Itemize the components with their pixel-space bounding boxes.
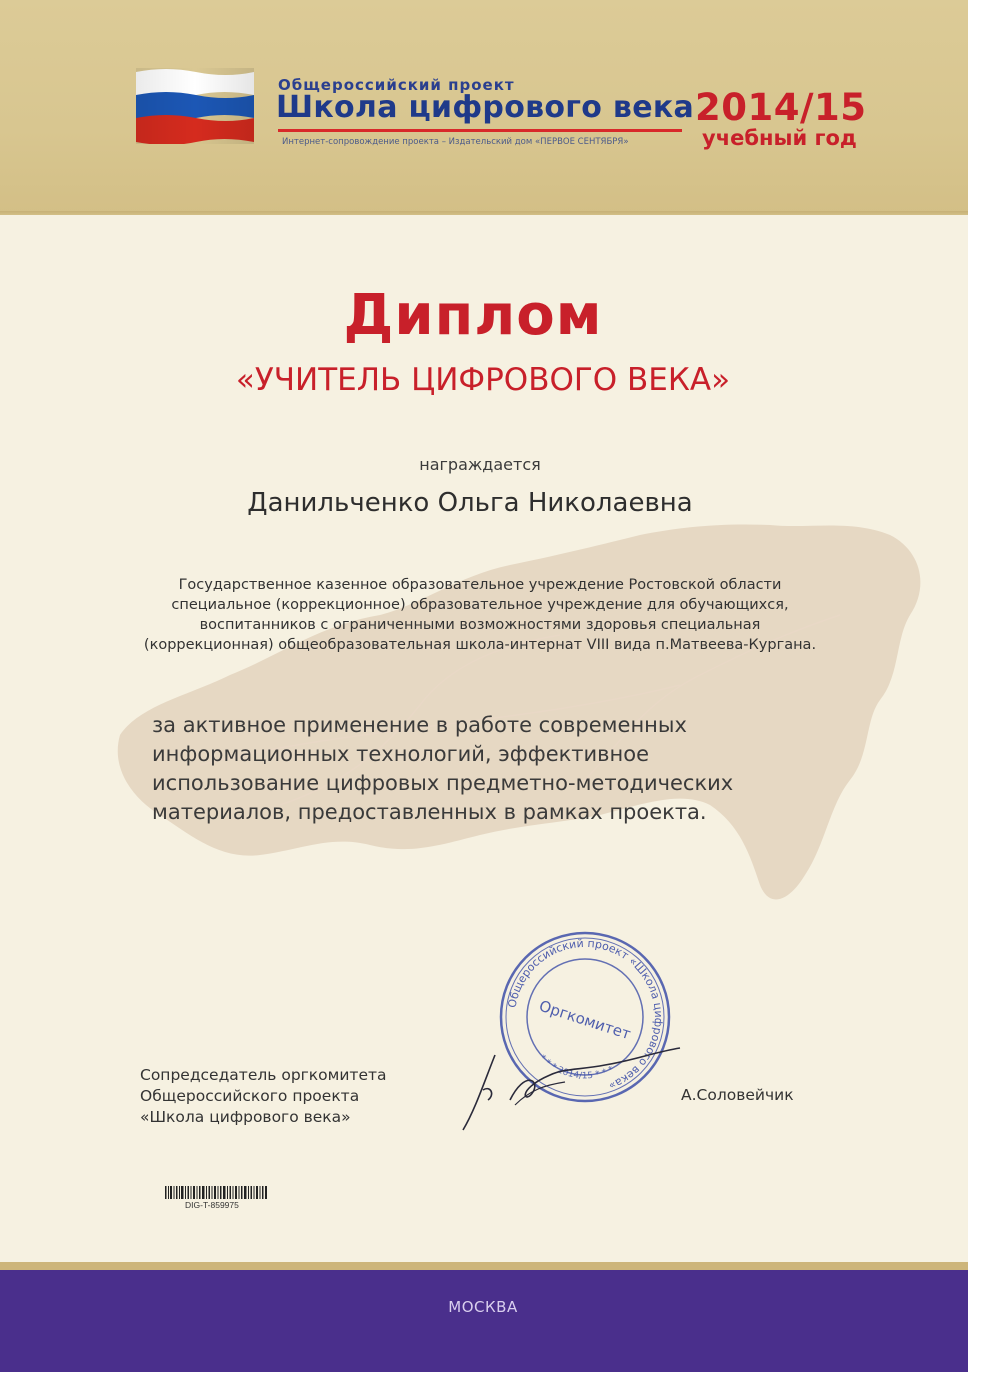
signer-name: А.Соловейчик [681,1086,794,1104]
diploma-title: Диплом [343,283,603,348]
reason-line: материалов, предоставленных в рамках проекта. [152,800,707,824]
stamp-center-text: Оргкомитет [536,996,634,1044]
awarded-label: награждается [419,455,541,474]
signature-mark [455,1030,695,1140]
diploma-subtitle: «УЧИТЕЛЬ ЦИФРОВОГО ВЕКА» [235,362,731,398]
footer-gold-stripe [0,1262,968,1270]
cochair-line: Общероссийского проекта [140,1087,360,1105]
reason-line: за активное применение в работе современных [152,713,687,737]
project-label: Общероссийский проект [278,76,515,94]
recipient-name: Данильченко Ольга Николаевна [247,488,693,518]
reason-line: использование цифровых предметно-методических [152,771,734,795]
academic-year-label: учебный год [702,126,857,150]
project-support-text: Интернет-сопровождение проекта – Издательский дом «ПЕРВОЕ СЕНТЯБРЯ» [282,137,629,147]
organization-text [80,575,880,655]
reason-line: информационных технологий, эффективное [152,742,650,766]
organization-line: воспитанников с ограниченными возможностями здоровья специальная [199,617,761,633]
cochair-title [140,1065,387,1128]
header-divider [278,129,682,132]
stamp-ring-text: Общероссийский проект «Школа цифрового века» [505,936,666,1093]
cochair-line: Сопредседатель оргкомитета [140,1066,387,1084]
cochair-line: «Школа цифрового века» [140,1108,351,1126]
barcode-code: DIG-T-859975 [185,1200,239,1210]
project-name: Школа цифрового века [276,90,695,125]
russian-flag-icon [136,68,254,144]
academic-year: 2014/15 [695,86,867,129]
footer-band [0,1270,968,1372]
barcode-icon [165,1186,267,1199]
organization-line: (коррекционная) общеобразовательная школа-интернат VIII вида п.Матвеева-Кургана. [143,637,817,653]
organization-line: специальное (коррекционное) образовательное учреждение для обучающихся, [171,597,789,613]
stamp-year-text: * * * 2014/15 * * * [537,1053,616,1082]
footer-city: МОСКВА [448,1298,518,1316]
award-reason [152,711,792,827]
organization-line: Государственное казенное образовательное учреждение Ростовской области [178,577,782,593]
